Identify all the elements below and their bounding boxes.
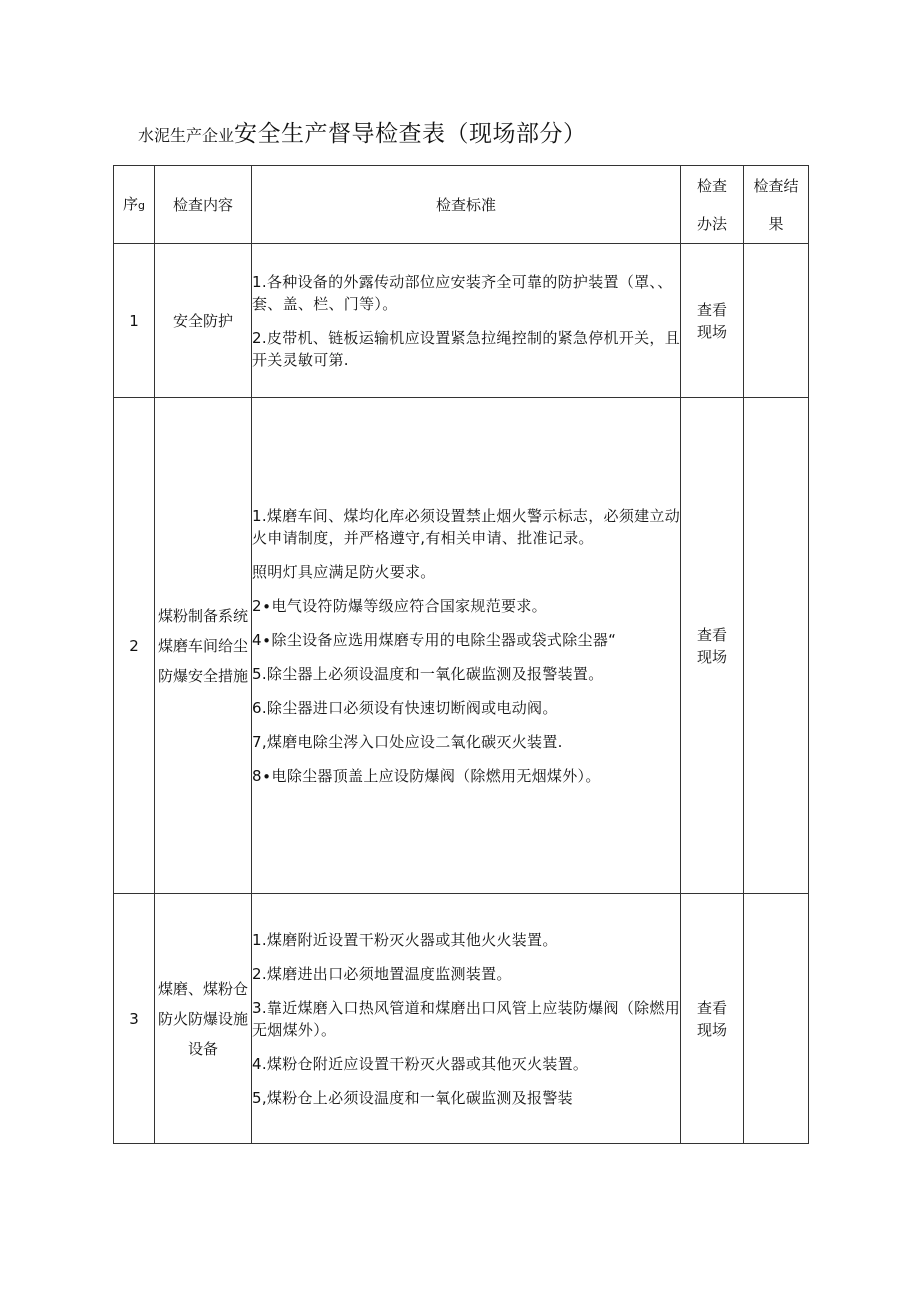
row-content: 安全防护: [155, 244, 252, 398]
table-row: [114, 398, 809, 894]
standard-item: 4∙除尘设备应选用煤磨专用的电除尘器或袋式除尘器“: [252, 630, 617, 649]
row-standards: [252, 244, 681, 398]
standard-item: 1.各种设备的外露传动部位应安装齐全可靠的防护装置（罩、、套、盖、栏、门等）。: [252, 272, 673, 313]
row-seq: 2: [114, 398, 155, 894]
row-result: [744, 894, 809, 1144]
standard-item: 3.靠近煤磨入口热风管道和煤磨出口风管上应装防爆阀（除燃用无烟煤外）。: [252, 998, 681, 1039]
standard-item: 1.煤磨附近设置干粉灭火器或其他火火装置。: [252, 930, 558, 949]
row-method: 查看 现场: [681, 398, 744, 894]
row-content: 煤磨、煤粉仓防火防爆设施设备: [155, 894, 252, 1144]
standard-item: 5.除尘器上必须设温度和一氧化碳监测及报警装置。: [252, 664, 604, 683]
standard-item: 2∙电气设符防爆等级应符合国家规范要求。: [252, 596, 547, 615]
standard-item: 7,煤磨电除尘涔入口处应设二氧化碳灭火装置.: [252, 732, 563, 751]
header-seq: 序g: [114, 166, 155, 244]
row-standards: [252, 398, 681, 894]
row-content: 煤粉制备系统煤磨车间给尘防爆安全措施: [155, 398, 252, 894]
row-result: [744, 398, 809, 894]
header-content: 检查内容: [155, 166, 252, 244]
page-title: [138, 116, 587, 154]
standard-item: 5,煤粉仓上必须设温度和一氧化碳监测及报警装: [252, 1088, 573, 1107]
standard-item: 照明灯具应满足防火要求。: [252, 562, 436, 581]
row-seq: 1: [114, 244, 155, 398]
row-standards: [252, 894, 681, 1144]
inspection-table: [113, 165, 809, 1144]
title-prefix: 水泥生产企业: [138, 126, 235, 145]
row-method: 查看 现场: [681, 244, 744, 398]
table-row: [114, 244, 809, 398]
header-result: 检查结 果: [744, 166, 809, 244]
standard-item: 2.煤磨进出口必须地置温度监测装置。: [252, 964, 512, 983]
row-seq: 3: [114, 894, 155, 1144]
header-row: [114, 166, 809, 244]
table-row: [114, 894, 809, 1144]
row-result: [744, 244, 809, 398]
standard-item: 6.除尘器进口必须设有快速切断阀或电动阀。: [252, 698, 558, 717]
title-main: 安全生产督导检查表（现场部分）: [234, 121, 587, 147]
standard-item: 2.皮带机、链板运输机应设置紧急拉绳控制的紧急停机开关，且开关灵敏可第.: [252, 328, 681, 369]
header-method: 检查 办法: [681, 166, 744, 244]
header-standard: 检查标准: [252, 166, 681, 244]
standard-item: 1.煤磨车间、煤均化库必须设置禁止烟火警示标志，必须建立动火申请制度，并严格遵守,有相关申请、批准记录。: [252, 506, 681, 547]
standard-item: 4.煤粉仓附近应设置干粉灭火器或其他灭火装置。: [252, 1054, 589, 1073]
standard-item: 8∙电除尘器顶盖上应设防爆阀（除燃用无烟煤外）。: [252, 766, 601, 785]
row-method: 查看 现场: [681, 894, 744, 1144]
